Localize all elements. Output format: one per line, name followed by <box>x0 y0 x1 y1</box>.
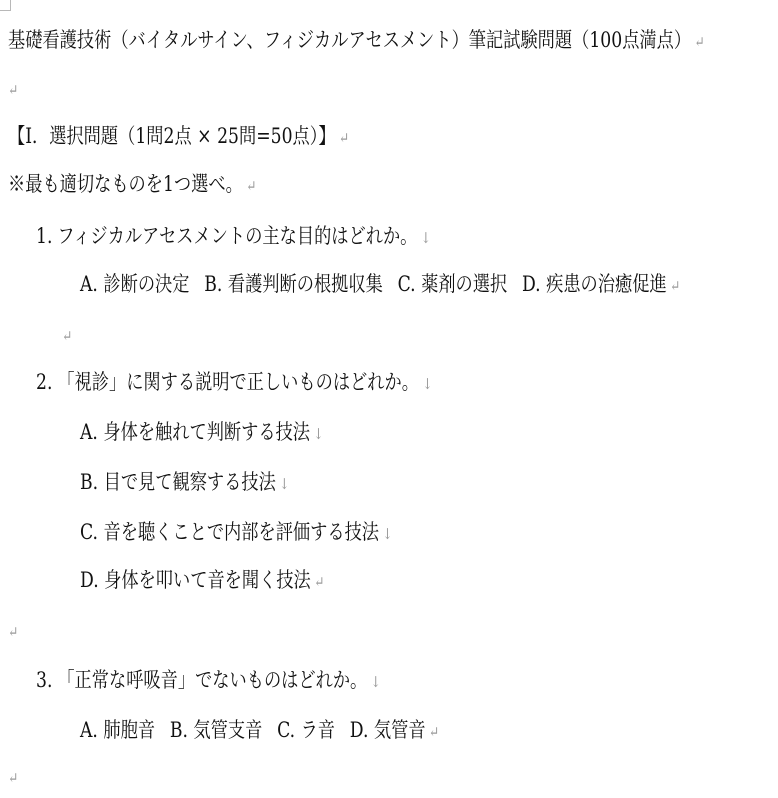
line-break-mark-icon: ↓ <box>279 475 290 493</box>
question-number: 1. <box>36 224 53 248</box>
option-c: C. 薬剤の選択 <box>397 272 508 296</box>
question-2-option-b-line <box>80 462 289 502</box>
paragraph-mark-icon: ↵ <box>694 33 705 51</box>
option-a: A. 診断の決定 <box>80 272 190 296</box>
paragraph-mark-icon: ↵ <box>428 723 440 741</box>
option-c: C. ラ音 <box>277 718 336 742</box>
empty-line <box>62 314 72 354</box>
instruction-line <box>8 164 256 204</box>
option-a: A. 身体を触れて判断する技法 <box>80 420 311 444</box>
document-title: 基礎看護技術（バイタルサイン、フィジカルアセスメント）筆記試験問題（100点満点） <box>8 28 692 52</box>
question-3-options-line <box>80 710 439 750</box>
line-break-mark-icon: ↓ <box>370 673 381 691</box>
empty-line <box>8 68 18 108</box>
line-break-mark-icon: ↓ <box>313 425 324 443</box>
question-text: 「正常な呼吸音」でないものはどれか。 <box>57 668 368 692</box>
option-d: D. 疾患の治癒促進 <box>521 272 667 296</box>
paragraph-mark-icon: ↵ <box>338 129 350 147</box>
option-d: D. 気管音 <box>349 718 426 742</box>
paragraph-mark-icon: ↵ <box>8 81 19 99</box>
line-break-mark-icon: ↓ <box>382 525 393 543</box>
paragraph-mark-icon: ↵ <box>62 327 73 345</box>
section-heading: 【I．選択問題（1問2点 × 25問=50点）】 <box>8 124 336 148</box>
question-text: フィジカルアセスメントの主な目的はどれか。 <box>57 224 418 248</box>
paragraph-mark-icon: ↵ <box>8 769 19 787</box>
question-1-line <box>36 216 431 256</box>
question-2-option-c-line <box>80 512 393 552</box>
option-a: A. 肺胞音 <box>80 718 156 742</box>
option-b: B. 気管支音 <box>169 718 263 742</box>
document-title-line <box>8 20 705 60</box>
question-1-options-line <box>80 264 680 304</box>
option-d: D. 身体を叩いて音を聞く技法 <box>80 568 311 592</box>
question-2-option-d-line <box>80 560 324 600</box>
empty-line <box>8 756 18 796</box>
question-number: 2. <box>36 370 53 394</box>
question-2-option-a-line <box>80 412 324 452</box>
question-2-line <box>36 362 433 402</box>
line-break-mark-icon: ↓ <box>422 375 433 393</box>
paragraph-mark-icon: ↵ <box>314 573 325 591</box>
paragraph-mark-icon: ↵ <box>669 277 681 295</box>
empty-line <box>8 610 18 650</box>
question-text: 「視診」に関する説明で正しいものはどれか。 <box>57 370 419 394</box>
option-b: B. 目で見て観察する技法 <box>80 470 276 494</box>
question-number: 3. <box>36 668 53 692</box>
instruction-text: ※最も適切なものを1つ選べ。 <box>8 172 243 196</box>
line-break-mark-icon: ↓ <box>420 229 431 247</box>
question-3-line <box>36 660 381 700</box>
page-corner-mark <box>0 0 11 11</box>
option-c: C. 音を聴くことで内部を評価する技法 <box>80 520 380 544</box>
section-heading-line <box>8 116 349 156</box>
option-b: B. 看護判断の根拠収集 <box>204 272 383 296</box>
paragraph-mark-icon: ↵ <box>8 623 19 641</box>
paragraph-mark-icon: ↵ <box>246 177 257 195</box>
